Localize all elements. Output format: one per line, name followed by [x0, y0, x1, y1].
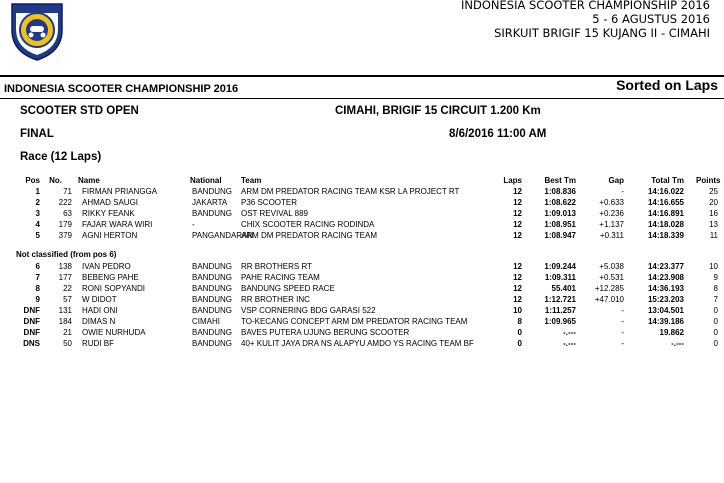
laps: 12	[513, 295, 522, 304]
laps: 12	[513, 187, 522, 196]
gap: +0.531	[599, 273, 624, 282]
table-row	[0, 316, 724, 327]
gap: +1.137	[599, 220, 624, 229]
points: 16	[709, 209, 718, 218]
team: P36 SCOOTER	[241, 198, 298, 207]
total-time: -.---	[671, 339, 684, 348]
race-label: Race (12 Laps)	[20, 151, 102, 163]
rider-number: 21	[63, 328, 72, 337]
team: ARM DM PREDATOR RACING TEAM KSR LA PROJECT RT	[241, 187, 460, 196]
gap: +47.010	[594, 295, 624, 304]
table-row	[0, 186, 724, 197]
pos: 3	[35, 209, 40, 218]
table-row	[0, 283, 724, 294]
national: CIMAHI	[192, 317, 220, 326]
col-gap: Gap	[608, 176, 624, 185]
pos: 4	[35, 220, 40, 229]
total-time: 14:18.339	[647, 231, 684, 240]
laps: 12	[513, 273, 522, 282]
rider-number: 63	[63, 209, 72, 218]
national: BANDUNG	[192, 284, 233, 293]
event-title: INDONESIA SCOOTER CHAMPIONSHIP 2016	[461, 0, 710, 12]
national: BANDUNG	[192, 295, 233, 304]
points: 11	[709, 231, 718, 240]
best-time: 1:11.257	[544, 306, 576, 315]
rider-name: OWIE NURHUDA	[82, 328, 146, 337]
table-row	[0, 272, 724, 283]
gap: -	[621, 317, 624, 326]
laps: 10	[513, 306, 522, 315]
championship-title: INDONESIA SCOOTER CHAMPIONSHIP 2016	[4, 83, 239, 95]
pos: 2	[35, 198, 40, 207]
team: BAVES PUTERA UJUNG BERUNG SCOOTER	[241, 328, 410, 337]
total-time: 14:16.655	[647, 198, 684, 207]
total-time: 19.862	[659, 328, 684, 337]
total-time: 14:36.193	[647, 284, 684, 293]
rider-name: RUDI BF	[82, 339, 114, 348]
rider-name: FIRMAN PRIANGGA	[82, 187, 158, 196]
col-points: Points	[696, 176, 721, 185]
national: BANDUNG	[192, 328, 233, 337]
pos: 7	[35, 273, 40, 282]
points: 0	[713, 328, 718, 337]
points: 0	[713, 317, 718, 326]
national: JAKARTA	[192, 198, 228, 207]
laps: 12	[513, 231, 522, 240]
table-row	[0, 197, 724, 208]
team: CHIX SCOOTER RACING RODINDA	[241, 220, 375, 229]
total-time: 14:23.908	[647, 273, 684, 282]
col-team: Team	[241, 176, 262, 185]
rider-name: HADI ONI	[82, 306, 118, 315]
team: VSP CORNERING BDG GARASI 522	[241, 306, 376, 315]
not-classified-label: Not classified (from pos 6)	[16, 250, 117, 259]
laps: 12	[513, 209, 522, 218]
team: RR BROTHERS RT	[241, 262, 312, 271]
results-header	[0, 175, 724, 186]
event-dates: 5 - 6 AGUSTUS 2016	[592, 12, 710, 26]
table-row	[0, 261, 724, 272]
rider-name: AGNI HERTON	[82, 231, 138, 240]
points: 0	[713, 306, 718, 315]
table-row	[0, 305, 724, 316]
rider-number: 22	[63, 284, 72, 293]
best-time: 1:08.622	[544, 198, 576, 207]
event-venue: SIRKUIT BRIGIF 15 KUJANG II - CIMAHI	[494, 26, 710, 40]
laps: 12	[513, 198, 522, 207]
laps: 0	[517, 328, 522, 337]
best-time: -.---	[563, 328, 576, 337]
pos: 9	[35, 295, 40, 304]
rider-name: BEBENG PAHE	[82, 273, 139, 282]
best-time: 1:08.836	[544, 187, 576, 196]
rider-number: 177	[58, 273, 72, 282]
national: PANGANDARAN	[192, 231, 254, 240]
national: BANDUNG	[192, 262, 233, 271]
pos: 8	[35, 284, 40, 293]
points: 13	[709, 220, 718, 229]
col-laps: Laps	[503, 176, 522, 185]
national: BANDUNG	[192, 306, 233, 315]
rider-name: IVAN PEDRO	[82, 262, 131, 271]
gap: -	[621, 187, 624, 196]
category-label: SCOOTER STD OPEN	[20, 105, 139, 117]
col-no: No.	[49, 176, 62, 185]
rider-number: 50	[63, 339, 72, 348]
points: 8	[713, 284, 718, 293]
best-time: 1:08.951	[544, 220, 576, 229]
rider-name: AHMAD SAUGI	[82, 198, 139, 207]
gap: +0.633	[599, 198, 624, 207]
table-row	[0, 230, 724, 241]
rider-number: 184	[58, 317, 72, 326]
rider-name: FAJAR WARA WIRI	[82, 220, 153, 229]
rider-number: 179	[58, 220, 72, 229]
table-row	[0, 327, 724, 338]
team: ARM DM PREDATOR RACING TEAM	[241, 231, 378, 240]
sort-label: Sorted on Laps	[616, 77, 718, 93]
gap: -	[621, 328, 624, 337]
total-time: 14:16.022	[647, 187, 684, 196]
team: OST REVIVAL 889	[241, 209, 308, 218]
points: 10	[709, 262, 718, 271]
event-header	[461, 0, 710, 40]
best-time: 1:09.013	[544, 209, 576, 218]
rider-name: RIKKY FEANK	[82, 209, 135, 218]
pos: 5	[35, 231, 40, 240]
col-national: National	[190, 176, 222, 185]
best-time: 1:09.244	[544, 262, 576, 271]
title-rule	[0, 98, 724, 99]
laps: 12	[513, 262, 522, 271]
gap: -	[621, 339, 624, 348]
total-time: 13:04.501	[647, 306, 684, 315]
points: 0	[713, 339, 718, 348]
rider-number: 222	[58, 198, 72, 207]
national: BANDUNG	[192, 187, 233, 196]
table-row	[0, 208, 724, 219]
gap: +0.311	[599, 231, 624, 240]
laps: 12	[513, 284, 522, 293]
circuit-label: CIMAHI, BRIGIF 15 CIRCUIT 1.200 Km	[335, 105, 541, 117]
national: BANDUNG	[192, 209, 233, 218]
gap: +5.038	[599, 262, 624, 271]
rider-number: 57	[63, 295, 72, 304]
points: 7	[713, 295, 718, 304]
total-time: 14:39.186	[647, 317, 684, 326]
col-pos: Pos	[25, 176, 40, 185]
best-time: 1:12.721	[544, 295, 576, 304]
laps: 8	[517, 317, 522, 326]
pos: DNF	[23, 328, 40, 337]
national: BANDUNG	[192, 273, 233, 282]
total-time: 14:16.891	[647, 209, 684, 218]
rider-number: 138	[58, 262, 72, 271]
gap: +0.236	[599, 209, 624, 218]
points: 9	[713, 273, 718, 282]
rider-number: 131	[58, 306, 72, 315]
col-name: Name	[78, 176, 100, 185]
pos: 1	[35, 187, 40, 196]
table-row	[0, 338, 724, 349]
best-time: 1:09.311	[544, 273, 576, 282]
col-best: Best Tm	[544, 176, 576, 185]
pos: 6	[35, 262, 40, 271]
table-row	[0, 294, 724, 305]
rider-number: 71	[63, 187, 72, 196]
rider-name: W DIDOT	[82, 295, 117, 304]
pos: DNS	[23, 339, 40, 348]
team: 40+ KULIT JAYA DRA NS ALAPYU AMDO YS RACING TEAM BF	[241, 339, 474, 348]
championship-logo	[6, 0, 68, 62]
total-time: 14:23.377	[647, 262, 684, 271]
pos: DNF	[23, 317, 40, 326]
best-time: 55.401	[551, 284, 576, 293]
national: BANDUNG	[192, 339, 233, 348]
team: RR BROTHER INC	[241, 295, 310, 304]
points: 25	[709, 187, 718, 196]
gap: -	[621, 306, 624, 315]
national: -	[192, 220, 195, 229]
best-time: 1:08.947	[544, 231, 576, 240]
total-time: 14:18.028	[647, 220, 684, 229]
rider-name: DIMAS N	[82, 317, 116, 326]
laps: 0	[517, 339, 522, 348]
session-datetime: 8/6/2016 11:00 AM	[449, 128, 547, 140]
col-total: Total Tm	[651, 176, 684, 185]
gap: +12.285	[594, 284, 624, 293]
rider-name: RONI SOPYANDI	[82, 284, 145, 293]
session-label: FINAL	[20, 128, 54, 140]
team: BANDUNG SPEED RACE	[241, 284, 335, 293]
table-row	[0, 219, 724, 230]
best-time: 1:09.965	[544, 317, 576, 326]
laps: 12	[513, 220, 522, 229]
team: PAHE RACING TEAM	[241, 273, 320, 282]
pos: DNF	[23, 306, 40, 315]
rider-number: 379	[58, 231, 72, 240]
best-time: -.---	[563, 339, 576, 348]
points: 20	[709, 198, 718, 207]
team: TO-KECANG CONCEPT ARM DM PREDATOR RACING TEAM	[241, 317, 468, 326]
total-time: 15:23.203	[647, 295, 684, 304]
